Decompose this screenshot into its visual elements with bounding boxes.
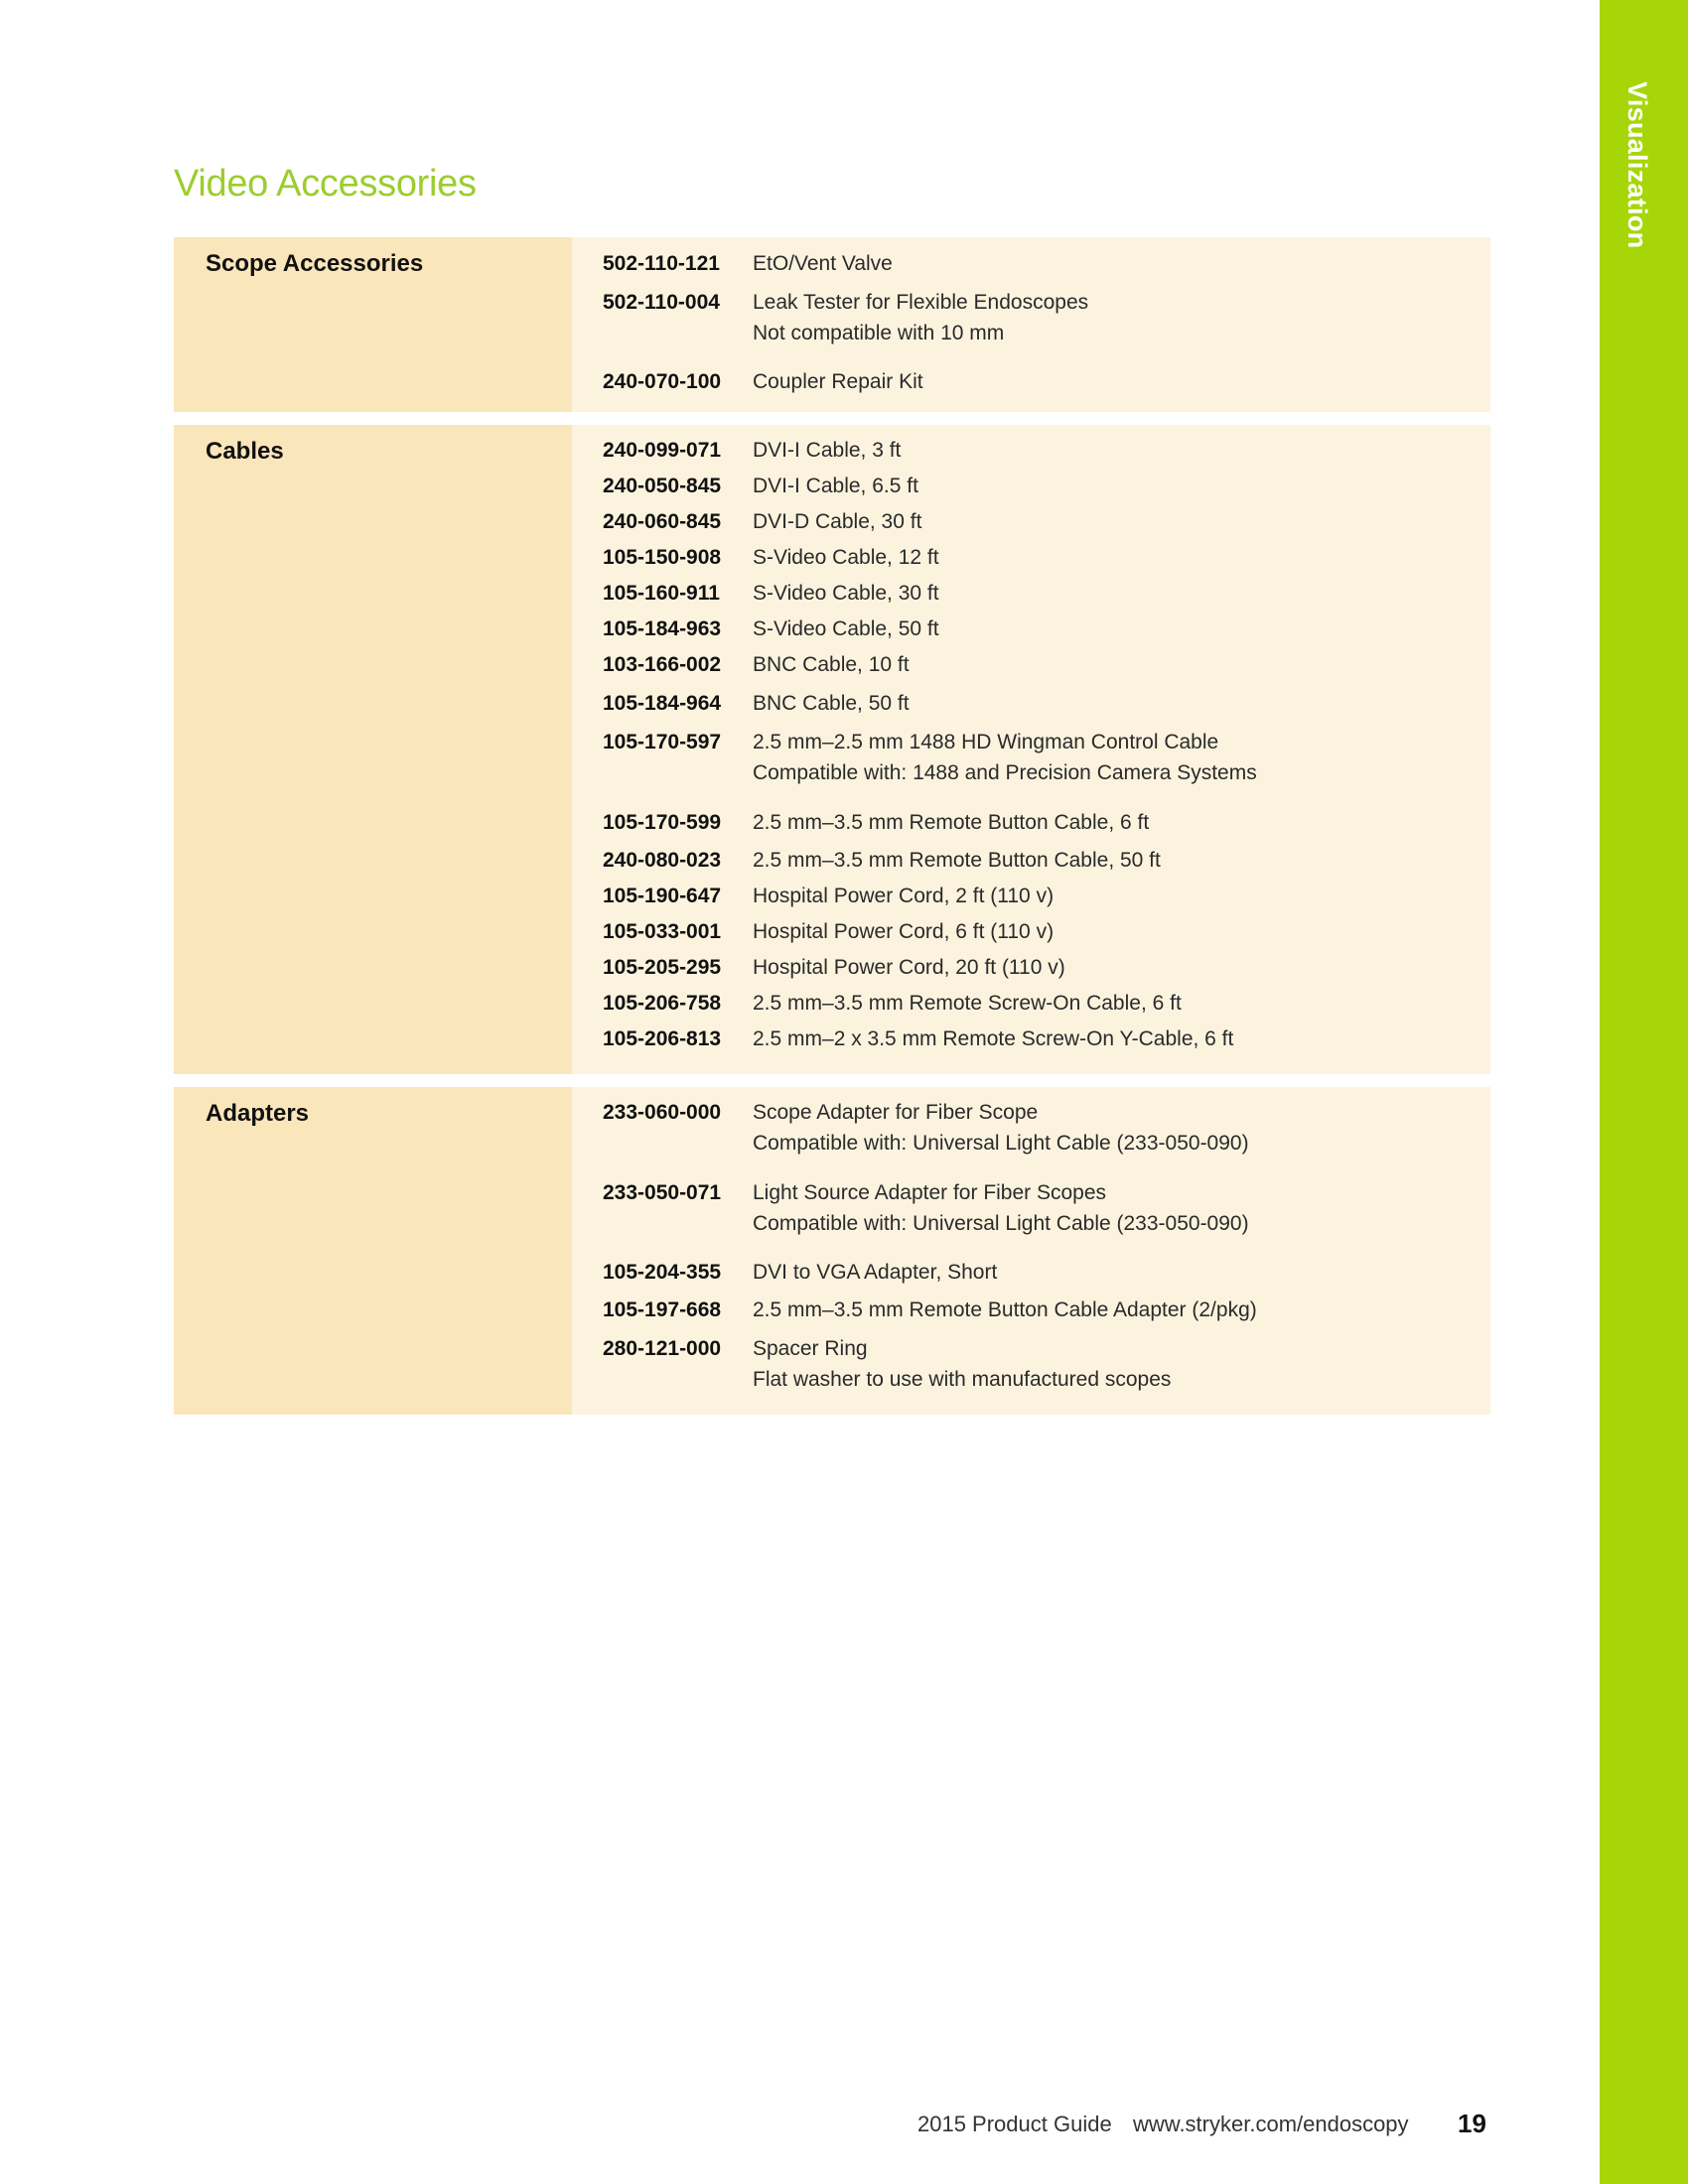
item-code: 502-110-004	[603, 291, 720, 314]
item-code: 240-099-071	[603, 439, 722, 462]
item-description	[753, 435, 901, 466]
list-item	[603, 845, 1490, 881]
item-description-text: S-Video Cable, 50 ft	[753, 617, 939, 640]
item-code: 105-184-964	[603, 692, 722, 715]
item-description-text: Hospital Power Cord, 6 ft (110 v)	[753, 920, 1055, 943]
item-code: 105-160-911	[603, 582, 720, 605]
item-description-text: DVI-I Cable, 6.5 ft	[753, 475, 918, 497]
item-description-text: Hospital Power Cord, 2 ft (110 v)	[753, 885, 1055, 907]
list-item	[603, 506, 1490, 542]
item-code: 105-184-963	[603, 617, 722, 640]
footer-website-link[interactable]: www.stryker.com/endoscopy	[1133, 2112, 1409, 2136]
item-description-text: DVI-D Cable, 30 ft	[753, 510, 922, 533]
item-description	[753, 845, 1161, 876]
list-item	[603, 435, 1490, 471]
item-note: Compatible with: 1488 and Precision Camera Systems	[753, 761, 1257, 784]
list-item	[603, 248, 1490, 279]
item-description	[753, 916, 1054, 947]
item-description-text: 2.5 mm–2 x 3.5 mm Remote Screw-On Y-Cable, 6 ft	[753, 1027, 1234, 1050]
list-item	[603, 366, 1490, 397]
item-description-text: Scope Adapter for Fiber Scope	[753, 1101, 1039, 1124]
item-description-text: Light Source Adapter for Fiber Scopes	[753, 1181, 1107, 1204]
list-item	[603, 287, 1490, 348]
item-code: 240-080-023	[603, 849, 722, 872]
section-heading: Adapters	[174, 1087, 572, 1415]
item-code: 103-166-002	[603, 653, 722, 676]
list-item	[603, 916, 1490, 952]
section-cables	[174, 425, 1490, 1074]
section-adapters	[174, 1087, 1490, 1415]
item-description-text: 2.5 mm–3.5 mm Remote Button Cable, 6 ft	[753, 811, 1150, 834]
item-description	[753, 649, 910, 680]
item-description	[753, 1333, 1171, 1395]
item-description-text: 2.5 mm–3.5 mm Remote Button Cable Adapter (2/pkg)	[753, 1298, 1257, 1321]
list-item	[603, 1257, 1490, 1295]
section-items	[572, 1087, 1490, 1415]
item-description	[753, 614, 939, 644]
item-description	[753, 1257, 997, 1288]
item-code: 105-033-001	[603, 920, 722, 943]
item-code: 105-170-599	[603, 811, 722, 834]
list-item	[603, 727, 1490, 807]
item-description	[753, 578, 939, 609]
page-title: Video Accessories	[174, 163, 477, 205]
side-tab-label: Visualization	[1622, 81, 1652, 249]
item-note: Not compatible with 10 mm	[753, 322, 1005, 344]
item-description	[753, 366, 923, 397]
item-description-text: EtO/Vent Valve	[753, 252, 893, 275]
item-description	[753, 1295, 1257, 1325]
item-description	[753, 881, 1054, 911]
list-item	[603, 807, 1490, 845]
list-item	[603, 952, 1490, 988]
section-heading: Cables	[174, 425, 572, 1074]
item-description	[753, 506, 921, 537]
item-description	[753, 1024, 1233, 1054]
list-item	[603, 1333, 1490, 1395]
list-item	[603, 881, 1490, 916]
item-code: 105-150-908	[603, 546, 722, 569]
section-items	[572, 425, 1490, 1074]
item-code: 105-206-813	[603, 1027, 722, 1050]
item-code: 502-110-121	[603, 252, 720, 275]
item-code: 233-060-000	[603, 1101, 722, 1124]
list-item	[603, 1024, 1490, 1059]
item-note: Flat washer to use with manufactured scopes	[753, 1368, 1172, 1391]
item-description	[753, 471, 918, 501]
item-code: 240-070-100	[603, 370, 722, 393]
item-description	[753, 1177, 1249, 1239]
item-description	[753, 988, 1182, 1019]
item-description-text: Leak Tester for Flexible Endoscopes	[753, 291, 1089, 314]
item-code: 105-197-668	[603, 1298, 722, 1321]
item-code: 233-050-071	[603, 1181, 722, 1204]
list-item	[603, 578, 1490, 614]
list-item	[603, 688, 1490, 727]
item-description-text: S-Video Cable, 12 ft	[753, 546, 939, 569]
item-note: Compatible with: Universal Light Cable (233-050-090)	[753, 1212, 1249, 1235]
item-description-text: 2.5 mm–2.5 mm 1488 HD Wingman Control Cable	[753, 731, 1219, 753]
item-description-text: DVI-I Cable, 3 ft	[753, 439, 902, 462]
item-description-text: BNC Cable, 50 ft	[753, 692, 910, 715]
list-item	[603, 649, 1490, 688]
item-description-text: Spacer Ring	[753, 1337, 868, 1360]
item-description	[753, 688, 910, 719]
item-note: Compatible with: Universal Light Cable (233-050-090)	[753, 1132, 1249, 1155]
item-description-text: BNC Cable, 10 ft	[753, 653, 910, 676]
section-items	[572, 237, 1490, 412]
section-heading: Scope Accessories	[174, 237, 572, 412]
item-description-text: DVI to VGA Adapter, Short	[753, 1261, 998, 1284]
item-code: 105-204-355	[603, 1261, 722, 1284]
item-code: 240-050-845	[603, 475, 722, 497]
list-item	[603, 542, 1490, 578]
item-description-text: 2.5 mm–3.5 mm Remote Button Cable, 50 ft	[753, 849, 1161, 872]
item-description-text: Hospital Power Cord, 20 ft (110 v)	[753, 956, 1065, 979]
page-number: 19	[1458, 2109, 1486, 2138]
list-item	[603, 988, 1490, 1024]
item-description	[753, 1097, 1249, 1159]
list-item	[603, 1295, 1490, 1333]
list-item	[603, 1097, 1490, 1177]
item-code: 105-206-758	[603, 992, 722, 1015]
item-description	[753, 248, 893, 279]
item-code: 105-190-647	[603, 885, 722, 907]
item-description-text: 2.5 mm–3.5 mm Remote Screw-On Cable, 6 ft	[753, 992, 1182, 1015]
item-description	[753, 807, 1149, 838]
item-code: 240-060-845	[603, 510, 722, 533]
list-item	[603, 1177, 1490, 1257]
item-description-text: S-Video Cable, 30 ft	[753, 582, 939, 605]
item-code: 105-205-295	[603, 956, 722, 979]
item-description	[753, 952, 1065, 983]
item-description	[753, 542, 939, 573]
list-item	[603, 614, 1490, 649]
item-code: 105-170-597	[603, 731, 722, 753]
footer-product-guide: 2015 Product Guide	[917, 2112, 1112, 2136]
list-item	[603, 471, 1490, 506]
item-description	[753, 287, 1088, 348]
item-description-text: Coupler Repair Kit	[753, 370, 923, 393]
section-scope-accessories	[174, 237, 1490, 412]
item-description	[753, 727, 1257, 788]
item-code: 280-121-000	[603, 1337, 722, 1360]
side-tab-band	[1600, 0, 1688, 2184]
